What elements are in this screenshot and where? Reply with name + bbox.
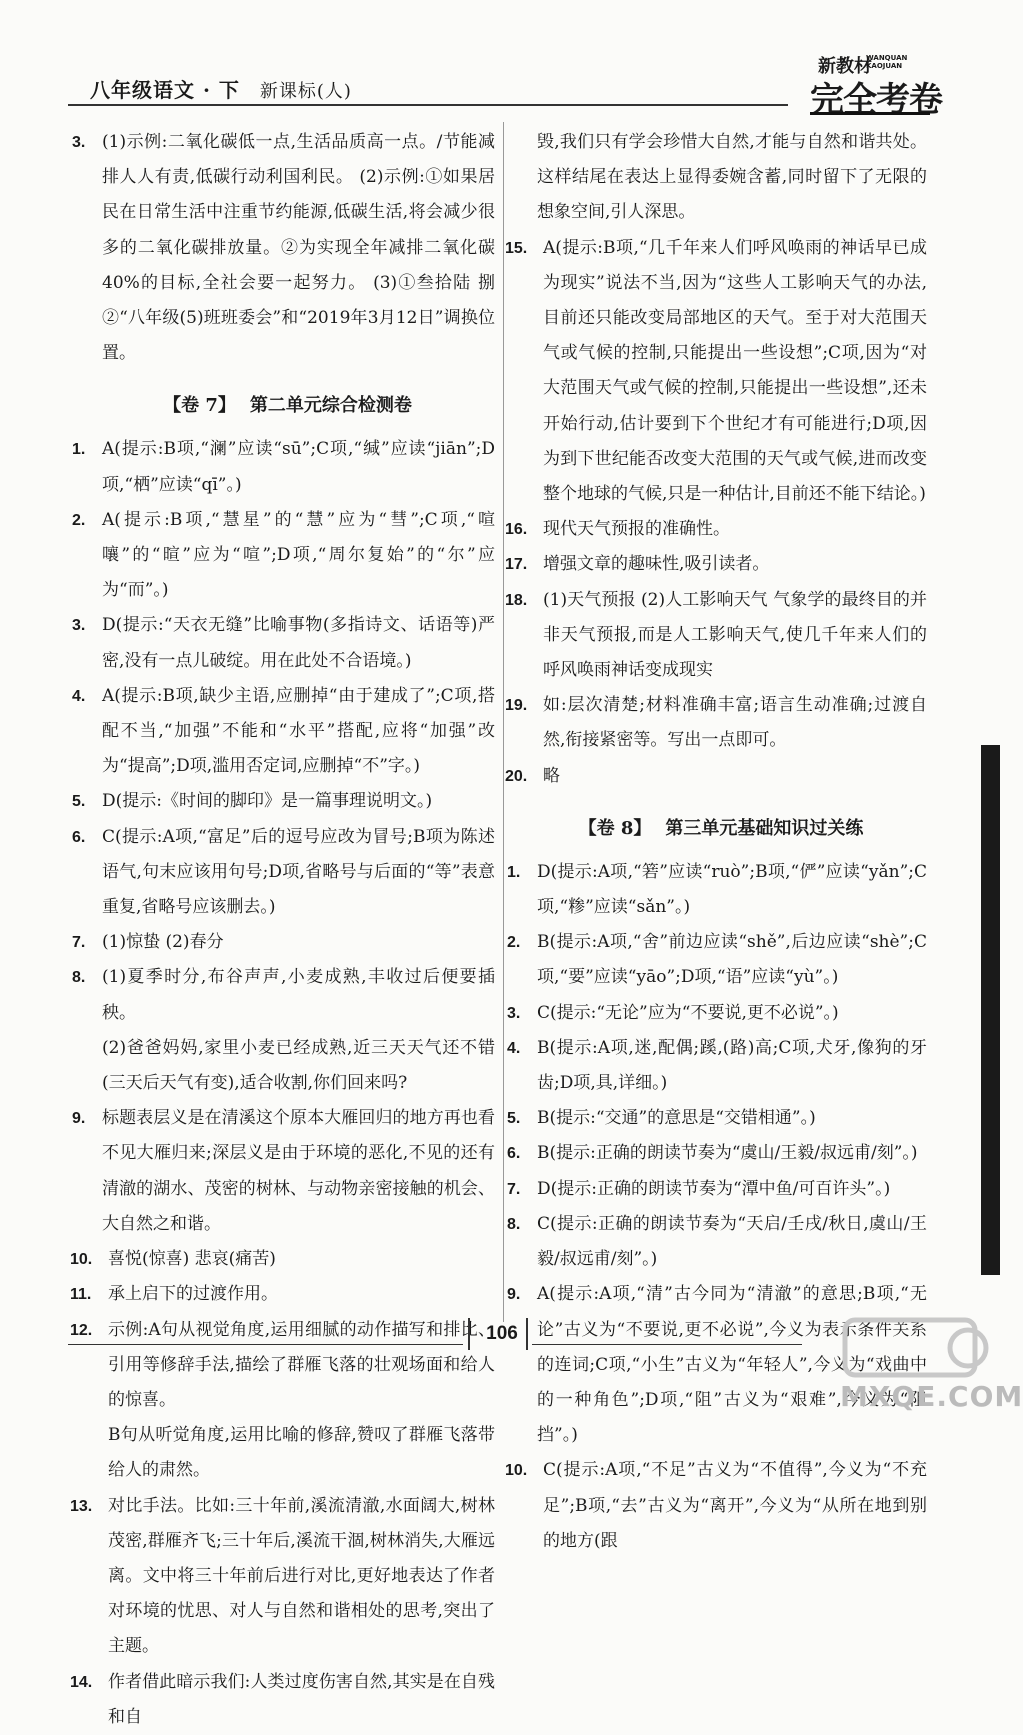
section-title: 第二单元综合检测卷 <box>249 395 412 417</box>
answer-text: 喜悦(惊喜) 悲哀(痛苦) <box>108 1249 276 1270</box>
answer-item <box>505 688 927 758</box>
answer-number: 16. <box>505 521 528 539</box>
answer-text: 毁,我们只有学会珍惜大自然,才能与自然和谐共处。这样结尾在表达上显得委婉含蓄,同时留下了无限的想象空间,引人深思。 <box>537 132 927 223</box>
answer-item <box>505 1453 927 1559</box>
answer-number: 9. <box>507 1286 521 1304</box>
answer-text: A(提示:B项,“澜”应读“sū”;C项,“缄”应读“jiān”;D项,“栖”应读“qī”。) <box>102 439 495 495</box>
brand-pinyin <box>866 54 907 70</box>
answer-number: 3. <box>72 617 86 635</box>
watermark-circle <box>950 1330 986 1366</box>
answer-item <box>505 547 927 582</box>
answer-item <box>72 503 495 609</box>
answer-text: 作者借此暗示我们:人类过度伤害自然,其实是在自残和自 <box>108 1671 495 1727</box>
answer-text: A(提示:B项,“几千年来人们呼风唤雨的神话早已成为现实”说法不当,因为“这些人工影响天气的办法,目前还只能改变局部地区的天气。至于对大范围天气或气候的控制,只能提出一些设想”;C项,因为“对大范围天气或气候的控制,只能提出一些设想”,还未开始行动,估计要到下个世纪才有可能进行;D项,因为到下世纪能否改变大范围的天气或气候,进而改变整个地球的气候,只是一种估计,目前还不能下结论。) <box>543 237 927 505</box>
answer-number: 14. <box>70 1673 93 1691</box>
page-number-bar-right <box>526 1318 528 1350</box>
answer-item <box>507 925 927 995</box>
brand-rule <box>810 112 930 115</box>
answer-text: 现代天气预报的准确性。 <box>543 519 730 540</box>
answer-item <box>507 996 927 1031</box>
answer-text: B(提示:A项,“舍”前边应读“shě”,后边应读“shè”;C项,“要”应读“yāo”;D项,“语”应读“yù”。) <box>537 932 927 988</box>
answer-text: 如:层次清楚;材料准确丰富;语言生动准确;过渡自然,衔接紧密等。写出一点即可。 <box>543 695 927 751</box>
answer-text: 增强文章的趣味性,吸引读者。 <box>543 554 770 575</box>
answer-text: D(提示:A项,“箬”应读“ruò”;B项,“俨”应读“yǎn”;C项,“糁”应读“sǎn”。) <box>537 861 927 918</box>
answer-text: (1)天气预报 (2)人工影响天气 气象学的最终目的并非天气预报,而是人工影响天气,使几千年来人们的呼风唤雨神话变成现实 <box>543 589 927 681</box>
answer-text: C(提示:正确的朗读节奏为“天启/壬戌/秋日,虞山/王毅/叔远甫/刻”。) <box>537 1213 927 1270</box>
answer-item <box>505 583 927 689</box>
answer-item <box>72 608 495 678</box>
answer-item <box>505 759 927 794</box>
answer-text: C(提示:A项,“不足”古义为“不值得”,今义为“不充足”;B项,“去”古义为“离开”,今义为“从所在地到别的地方(跟 <box>543 1460 927 1551</box>
brand-logo: 完全考卷 <box>810 80 942 120</box>
answer-item <box>72 925 495 960</box>
answer-text: A(提示:B项,“慧星”的“慧”应为“彗”;C项,“喧嚷”的“暄”应为“喧”;D项,“周尔复始”的“尔”应为“而”。) <box>102 509 495 601</box>
section-heading-8 <box>515 794 927 855</box>
page-header <box>0 0 1000 120</box>
answer-text: C(提示:A项,“富足”后的逗号应改为冒号;B项为陈述语气,句末应该用句号;D项,省略号与后面的“等”表意重复,省略号应该删去。) <box>102 826 495 918</box>
answer-number: 19. <box>505 697 528 715</box>
answer-item <box>70 1277 495 1312</box>
answer-number: 1. <box>72 441 86 459</box>
header-title <box>90 74 352 103</box>
answer-number: 6. <box>507 1145 521 1163</box>
answer-item <box>72 679 495 785</box>
watermark-badge <box>845 1320 975 1375</box>
answer-number: 15. <box>505 239 528 257</box>
answer-number: 4. <box>72 687 86 705</box>
section-heading-7 <box>80 371 495 432</box>
section-tag: 【卷 8】 <box>578 817 652 839</box>
answer-item <box>70 1665 495 1735</box>
answer-number: 5. <box>507 1110 521 1128</box>
answer-text: D(提示:“天衣无缝”比喻事物(多指诗文、话语等)严密,没有一点儿破绽。用在此处不合语境。) <box>102 615 495 671</box>
answer-item <box>507 855 927 925</box>
answer-text: B(提示:“交通”的意思是“交错相通”。) <box>537 1108 816 1129</box>
answer-item <box>72 960 495 1030</box>
footer-rule-right <box>532 1344 802 1345</box>
curriculum-standard: 新课标(人) <box>259 81 352 102</box>
answer-text: 示例:A句从视觉角度,运用细腻的动作描写和排比、引用等修辞手法,描绘了群雁飞落的壮观场面和给人的惊喜。 <box>108 1319 495 1410</box>
section-title: 第三单元基础知识过关练 <box>665 817 864 839</box>
footer-rule-left <box>68 1344 463 1345</box>
brand-pinyin-line-1: WANQUAN <box>866 54 908 62</box>
answer-text: A(提示:A项,“清”古今同为“清澈”的意思;B项,“无论”古义为“不要说,更不必说”,今义为表示条件关系的连词;C项,“小生”古义为“年轻人”,今义为“戏曲中的一种角色”;D项,“阻”古义为“艰难”,今义为“阻挡”。) <box>537 1284 927 1446</box>
answer-number: 7. <box>507 1180 521 1198</box>
page-number: 106 <box>486 1323 518 1344</box>
answer-text: 承上启下的过渡作用。 <box>108 1284 278 1305</box>
answer-text: (1)惊蛰 (2)春分 <box>102 932 224 953</box>
side-thumb-tab <box>981 745 1000 1275</box>
answer-text: (1)示例:二氧化碳低一点,生活品质高一点。/节能减排人人有责,低碳行动利国利民。 (2)示例:①如果居民在日常生活中注重节约能源,低碳生活,将会减少很多的二氧化碳排放量。②为实现全年减排二氧化碳40%的目标,全社会要一起努力。 (3)①叁拾陆 捌 ②“八年级(5)班班委会”和“2019年3月12日”调换位置。 <box>102 132 495 364</box>
answer-number: 11. <box>70 1286 92 1304</box>
answer-text: D(提示:《时间的脚印》是一篇事理说明文。) <box>102 791 433 812</box>
section-tag: 【卷 7】 <box>163 395 236 417</box>
answer-number: 17. <box>505 556 528 574</box>
answer-item <box>507 1207 927 1277</box>
answer-item <box>507 1136 927 1171</box>
answer-number: 7. <box>72 934 86 952</box>
answer-text: (1)夏季时分,布谷声声,小麦成熟,丰收过后便要插秧。 <box>102 967 495 1023</box>
answer-number: 10. <box>70 1251 93 1269</box>
brand-subtitle: 新教材 <box>818 56 872 77</box>
answer-number: 8. <box>72 969 86 987</box>
header-rule <box>68 104 788 106</box>
answer-number: 3. <box>72 134 86 151</box>
answer-item <box>72 125 495 371</box>
page-number-bar-left <box>468 1318 470 1350</box>
answer-text: 略 <box>543 765 560 786</box>
column-divider <box>503 122 504 1322</box>
answer-number: 5. <box>72 793 86 811</box>
answer-text: C(提示:“无论”应为“不要说,更不必说”。) <box>537 1002 839 1023</box>
answer-number: 18. <box>505 591 528 609</box>
answer-text: A(提示:B项,缺少主语,应删掉“由于建成了”;C项,搭配不当,“加强”不能和“水平”搭配,应将“加强”改为“提高”;D项,滥用否定词,应删掉“不”字。) <box>102 685 495 777</box>
answer-item <box>505 512 927 547</box>
answer-text: 标题表层义是在清溪这个原本大雁回归的地方再也看不见大雁归来;深层义是由于环境的恶化,不见的还有清澈的湖水、茂密的树林、与动物亲密接触的机会、大自然之和谐。 <box>102 1108 495 1234</box>
left-column <box>70 125 495 1735</box>
answer-item <box>72 432 495 502</box>
answer-text: B(提示:正确的朗读节奏为“虞山/王毅/叔远甫/刻”。) <box>537 1143 918 1164</box>
answer-item <box>70 1489 495 1665</box>
answer-item <box>507 1172 927 1207</box>
answer-item <box>72 1101 495 1242</box>
answer-item <box>507 1101 927 1136</box>
answer-item <box>505 231 927 513</box>
answer-item <box>72 784 495 819</box>
answer-number: 2. <box>72 511 86 529</box>
answer-item <box>72 820 495 926</box>
answer-number: 8. <box>507 1215 521 1233</box>
answer-item <box>507 1031 927 1101</box>
answer-item-continued <box>515 125 927 231</box>
brand-pinyin-line-2: KAOJUAN <box>866 62 903 70</box>
answer-subpart: B句从听觉角度,运用比喻的修辞,赞叹了群雁飞落带给人的肃然。 <box>108 1425 495 1481</box>
answer-number: 9. <box>72 1110 86 1128</box>
answer-number: 10. <box>505 1462 528 1480</box>
answer-number: 12. <box>70 1321 93 1339</box>
watermark-text: MXQE.COM <box>840 1380 1023 1413</box>
book-title: 八年级语文 · 下 <box>90 78 240 102</box>
answer-item <box>70 1313 495 1419</box>
answer-subpart: (2)爸爸妈妈,家里小麦已经成熟,近三天天气还不错(三天后天气有变),适合收割,你们回来吗? <box>102 1037 495 1094</box>
answer-number: 20. <box>505 767 528 785</box>
answer-number: 13. <box>70 1497 93 1515</box>
answer-text: 对比手法。比如:三十年前,溪流清澈,水面阔大,树林茂密,群雁齐飞;三十年后,溪流干涸,树林消失,大雁远离。文中将三十年前后进行对比,更好地表达了作者对环境的忧思、对人与自然和谐相处的思考,突出了主题。 <box>108 1495 495 1657</box>
answer-number: 4. <box>507 1039 521 1057</box>
answer-number: 3. <box>507 1004 521 1022</box>
answer-item <box>70 1242 495 1277</box>
answer-number: 1. <box>507 863 521 881</box>
answer-number: 2. <box>507 934 521 952</box>
answer-text: B(提示:A项,迷,配偶;蹊,(路)高;C项,犬牙,像狗的牙齿;D项,具,详细。) <box>537 1037 927 1094</box>
answer-number: 6. <box>72 828 86 846</box>
answer-text: D(提示:正确的朗读节奏为“潭中鱼/可百许头”。) <box>537 1178 891 1199</box>
